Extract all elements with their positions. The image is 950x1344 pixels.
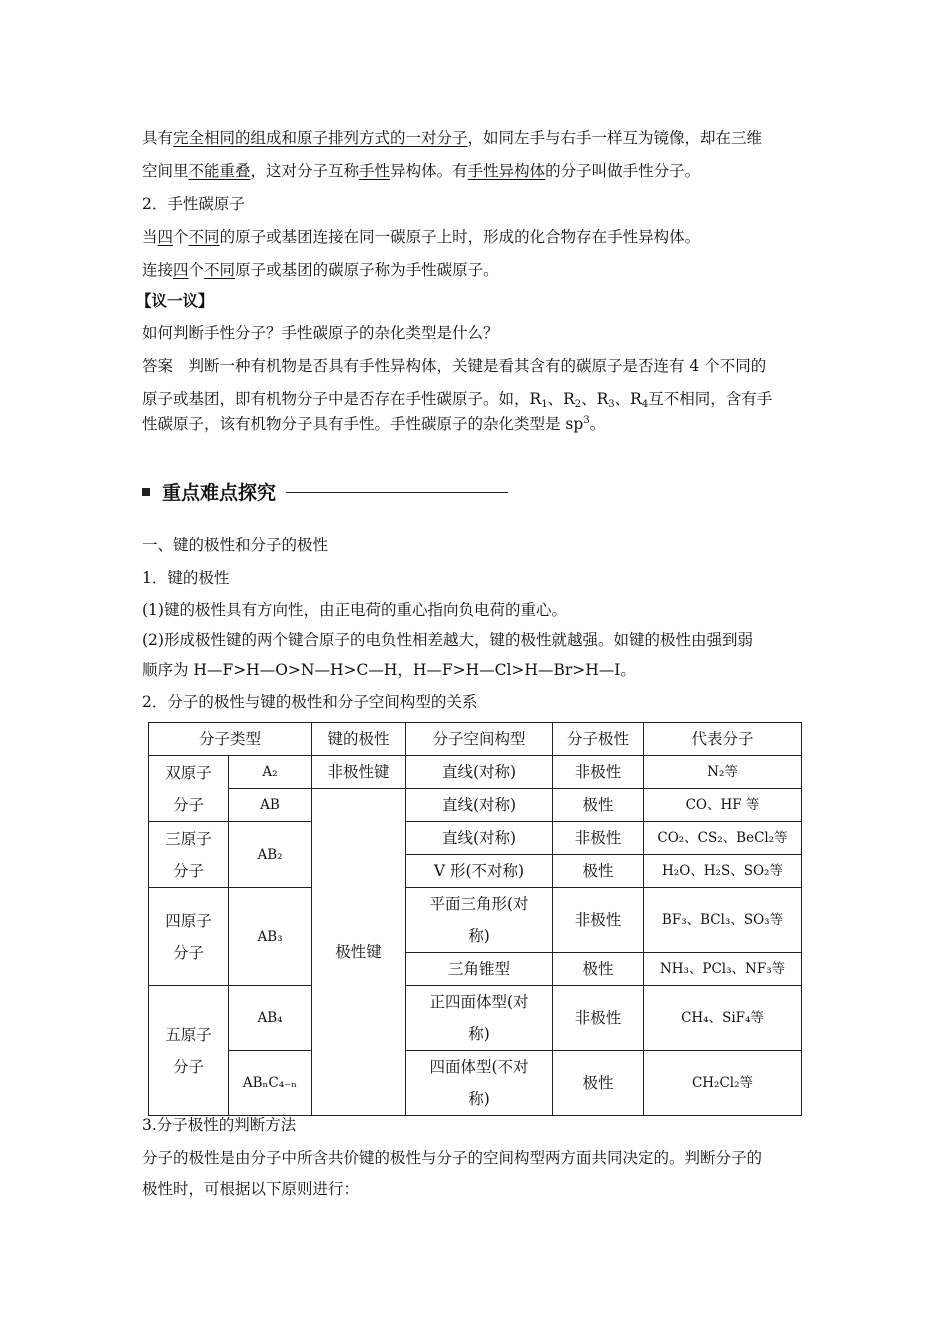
text: ，这对分子互称 — [250, 162, 360, 180]
shape-ab: 直线(对称) — [406, 789, 553, 822]
text: 个 — [173, 228, 189, 246]
example-a2: N₂等 — [644, 756, 802, 789]
discuss-tag: 【议一议】 — [136, 291, 214, 310]
discuss-answer-3 — [142, 410, 605, 435]
bond-polarity-p3: 顺序为 H—F>H—O>N—H>C—H，H—F>H—Cl>H—Br>H—I。 — [142, 661, 636, 679]
underlined-term: 不能重叠 — [188, 162, 251, 180]
example-abnc: CH₂Cl₂等 — [644, 1051, 802, 1116]
underlined-term: 不同 — [204, 261, 236, 279]
text: 具有 — [142, 129, 174, 147]
shape-ab4: 正四面体型(对 称) — [406, 986, 553, 1051]
square-bullet-icon — [142, 488, 150, 496]
text: 。 — [589, 415, 606, 434]
underlined-term: 手性 — [359, 162, 391, 180]
text: 互不相同，含有手 — [648, 390, 773, 408]
bond-polar: 极性键 — [312, 789, 406, 1116]
bond-polarity-p2: (2)形成极性键的两个键合原子的电负性相差越大，键的极性就越强。如键的极性由强到弱 — [142, 631, 753, 649]
text: 的原子或基团连接在同一碳原子上时，形成的化合物存在手性异构体。 — [219, 228, 701, 246]
bond-polarity-heading: 1．键的极性 — [142, 569, 230, 587]
example-ab4: CH₄、SiF₄等 — [644, 986, 802, 1051]
subscript: 3 — [608, 399, 615, 410]
example-ab3-pyramid: NH₃、PCl₃、NF₃等 — [644, 953, 802, 986]
shape-a2: 直线(对称) — [406, 756, 553, 789]
underlined-term: 四 — [173, 261, 189, 279]
underlined-term: 不同 — [188, 228, 220, 246]
example-ab3-planar: BF₃、BCl₃、SO₃等 — [644, 888, 802, 953]
shape-abnc: 四面体型(不对 称) — [406, 1051, 553, 1116]
polarity-a2: 非极性 — [553, 756, 644, 789]
text: 原子或基团，即有机物分子中是否存在手性碳原子。如，R — [142, 390, 542, 408]
polarity-ab2-bent: 极性 — [553, 855, 644, 888]
intro-line-2 — [142, 160, 700, 182]
chiral-carbon-p2 — [142, 259, 499, 281]
text: 、R — [581, 390, 609, 408]
diatomic-label: 双原子 分子 — [149, 756, 229, 822]
text: ，如同左手与右手一样互为镜像，却在三维 — [467, 129, 763, 147]
underlined-term: 四 — [157, 228, 174, 246]
intro-line-1 — [142, 127, 762, 149]
header-shape: 分子空间构型 — [406, 723, 553, 756]
polarity-ab4: 非极性 — [553, 986, 644, 1051]
text: 性碳原子，该有机物分子具有手性。手性碳原子的杂化类型是 sp — [142, 415, 584, 434]
formula-ab3: AB₃ — [229, 888, 312, 986]
example-ab2-bent: H₂O、H₂S、SO₂等 — [644, 855, 802, 888]
section-rule — [286, 492, 508, 493]
section-title: 重点难点探究 — [162, 482, 277, 504]
subscript: 4 — [641, 399, 649, 410]
bond-polarity-p1: (1)键的极性具有方向性，由正电荷的重心指向负电荷的重心。 — [142, 601, 567, 619]
chiral-carbon-heading: 2．手性碳原子 — [142, 195, 245, 213]
polarity-ab3-pyramid: 极性 — [553, 953, 644, 986]
header-molecule-polarity: 分子极性 — [553, 723, 644, 756]
relation-heading: 2．分子的极性与键的极性和分子空间构型的关系 — [142, 693, 478, 711]
judge-method-p2: 极性时，可根据以下原则进行： — [142, 1180, 360, 1198]
polarity-abnc: 极性 — [553, 1051, 644, 1116]
bond-nonpolar: 非极性键 — [312, 756, 406, 789]
text: 原子或基团的碳原子称为手性碳原子。 — [235, 261, 499, 279]
underlined-term: 完全相同的组成和原子排列方式的一对分子 — [173, 129, 468, 147]
discuss-question: 如何判断手性分子？手性碳原子的杂化类型是什么？ — [142, 324, 499, 342]
formula-abnc: ABₙC₄₋ₙ — [229, 1051, 312, 1116]
section-header — [142, 478, 508, 505]
shape-ab2-bent: V 形(不对称) — [406, 855, 553, 888]
text: 空间里 — [142, 162, 189, 180]
subscript: 2 — [574, 399, 582, 410]
pentatomic-label: 五原子 分子 — [149, 986, 229, 1116]
superscript: 3 — [583, 415, 590, 426]
polarity-ab3-planar: 非极性 — [553, 888, 644, 953]
shape-ab3-pyramid: 三角锥型 — [406, 953, 553, 986]
text: 、R — [547, 390, 575, 408]
text: 的分子叫做手性分子。 — [545, 162, 701, 180]
example-ab: CO、HF 等 — [644, 789, 802, 822]
example-ab2-linear: CO₂、CS₂、BeCl₂等 — [644, 822, 802, 855]
text: 、R — [614, 390, 642, 408]
formula-ab2: AB₂ — [229, 822, 312, 888]
part1-title: 一、键的极性和分子的极性 — [142, 536, 329, 554]
underlined-term: 手性异构体 — [467, 162, 546, 180]
polarity-ab2-linear: 非极性 — [553, 822, 644, 855]
subscript: 1 — [541, 399, 548, 410]
header-molecule-type: 分子类型 — [149, 723, 312, 756]
formula-ab: AB — [229, 789, 312, 822]
chiral-carbon-p1 — [142, 226, 700, 248]
judge-method-p1: 分子的极性是由分子中所含共价键的极性与分子的空间构型两方面共同决定的。判断分子的 — [142, 1149, 763, 1167]
text: 异构体。有 — [390, 162, 468, 180]
header-example: 代表分子 — [644, 723, 802, 756]
formula-ab4: AB₄ — [229, 986, 312, 1051]
formula-a2: A₂ — [229, 756, 312, 789]
discuss-answer-1: 答案 判断一种有机物是否具有手性异构体，关键是看其含有的碳原子是否连有 4 个不同的 — [142, 357, 767, 375]
judge-method-heading: 3.分子极性的判断方法 — [142, 1116, 297, 1134]
polarity-table — [148, 722, 802, 1116]
text: 连接 — [142, 261, 174, 279]
tetratomic-label: 四原子 分子 — [149, 888, 229, 986]
triatomic-label: 三原子 分子 — [149, 822, 229, 888]
header-bond-polarity: 键的极性 — [312, 723, 406, 756]
text: 个 — [188, 261, 205, 279]
shape-ab3-planar: 平面三角形(对 称) — [406, 888, 553, 953]
shape-ab2-linear: 直线(对称) — [406, 822, 553, 855]
polarity-ab: 极性 — [553, 789, 644, 822]
text: 当 — [142, 228, 158, 246]
